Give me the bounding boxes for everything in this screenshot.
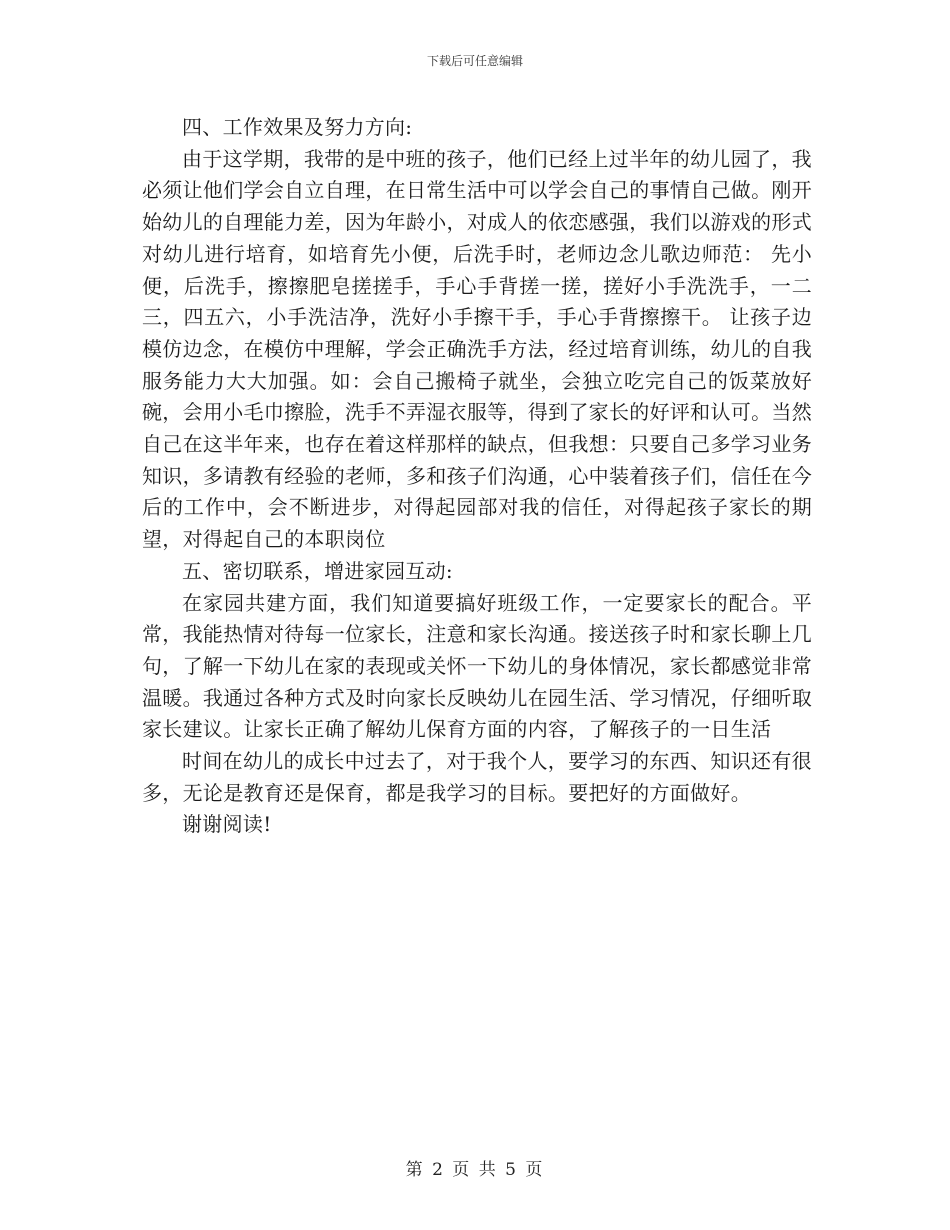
paragraph-work-results: 由于这学期，我带的是中班的孩子，他们已经上过半年的幼儿园了，我必须让他们学会自立自理，在日常生活中可以学会自己的事情自己做。刚开始幼儿的自理能力差，因为年龄小，对成人的依恋感强，我们以游戏的形式对幼儿进行培育，如培育先小便，后洗手时，老师边念儿歌边师范： 先小便，后洗手，擦擦肥皂搓搓手，手心手背搓一搓，搓好小手洗洗手，一二三，四五六，小手洗洁净，洗好小手擦干手，手心手背擦擦干。 让孩子边模仿边念，在模仿中理解，学会正确洗手方法，经过培育训练，幼儿的自我服务能力大大加强。如：会自己搬椅子就坐，会独立吃完自己的饭菜放好碗，会用小毛巾擦脸，洗手不弄湿衣服等，得到了家长的好评和认可。当然自己在这半年来，也存在着这样那样的缺点，但我想：只要自己多学习业务知识，多请教有经验的老师，多和孩子们沟通，心中装着孩子们，信任在今后的工作中，会不断进步，对得起园部对我的信任，对得起孩子家长的期望，对得起自己的本职岗位 xyxy=(142,146,812,552)
paragraph-home-school: 在家园共建方面，我们知道要搞好班级工作，一定要家长的配合。平常，我能热情对待每一位家长，注意和家长沟通。接送孩子时和家长聊上几句，了解一下幼儿在家的表现或关怀一下幼儿的身体情况，家长都感觉非常温暖。我通过各种方式及时向家长反映幼儿在园生活、学习情况，仔细听取家长建议。让家长正确了解幼儿保育方面的内容，了解孩子的一日生活 xyxy=(142,590,812,742)
section-heading-four: 四、工作效果及努力方向: xyxy=(182,115,413,139)
paragraph-conclusion: 时间在幼儿的成长中过去了，对于我个人，要学习的东西、知识还有很多，无论是教育还是保育，都是我学习的目标。要把好的方面做好。 xyxy=(142,749,812,805)
document-body xyxy=(142,112,812,841)
page-header-note: 下载后可任意编辑 xyxy=(426,54,523,68)
section-heading-five: 五、密切联系，增进家园互动: xyxy=(182,558,453,583)
page-number: 第 2 页 共 5 页 xyxy=(405,1160,545,1180)
paragraph-thanks: 谢谢阅读! xyxy=(182,812,272,837)
